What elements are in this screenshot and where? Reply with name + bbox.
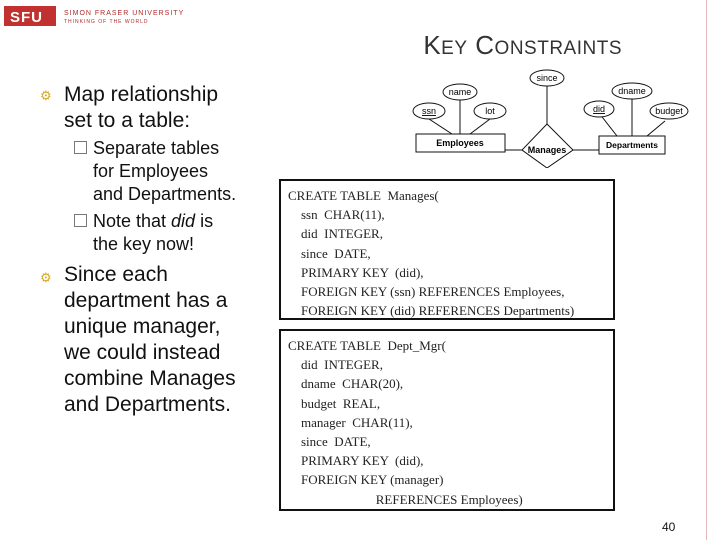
code-line: did INTEGER, [288, 357, 383, 373]
code-line: CREATE TABLE Dept_Mgr( [288, 338, 446, 353]
attribute-lot-label: lot [485, 106, 495, 116]
subbullet-separate-tables [74, 137, 236, 206]
bullet-icon: ⚙ [40, 88, 52, 103]
subbullet-emphasis: did [171, 211, 196, 231]
entity-departments-label: Departments [606, 140, 658, 150]
code-line: FOREIGN KEY (did) REFERENCES Departments) [288, 303, 575, 319]
bullet-line: department has a [64, 289, 228, 312]
slide-border [706, 0, 707, 540]
code-line: did INTEGER, [288, 226, 383, 242]
square-bullet-icon [74, 141, 87, 154]
code-line: REFERENCES Employees) [288, 491, 523, 507]
subbullet-did-key [74, 210, 213, 256]
attribute-dname-label: dname [618, 86, 646, 96]
slide-title [423, 30, 622, 61]
bullet-line: combine Manages [64, 367, 236, 390]
entity-employees-label: Employees [436, 138, 484, 148]
subbullet-text: Note that [93, 211, 172, 231]
title-second-initial: C [475, 30, 495, 60]
code-line: since DATE, [288, 434, 371, 450]
bullet-since-each [64, 262, 236, 418]
code-line: manager CHAR(11), [288, 414, 413, 430]
bullet-icon: ⚙ [40, 270, 52, 285]
code-line: dname CHAR(20), [288, 376, 404, 392]
subbullet-line: Separate tables [93, 138, 220, 158]
subbullet-line: the key now! [93, 234, 195, 254]
title-second-rest: ONSTRAINTS [494, 38, 622, 59]
code-line: ssn CHAR(11), [288, 207, 385, 223]
bullet-line: we could instead [64, 341, 221, 364]
er-diagram [412, 64, 702, 168]
subbullet-text: is [195, 211, 214, 231]
bullet-line: set to a table: [64, 109, 191, 132]
code-line: PRIMARY KEY (did), [288, 453, 424, 469]
bullet-line: Map relationship [64, 83, 219, 106]
attribute-did-label: did [592, 104, 606, 114]
attribute-budget-label: budget [655, 106, 683, 116]
bullet-map-relationship [64, 82, 218, 134]
attribute-name-label: name [448, 87, 472, 97]
bullet-line: Since each [64, 263, 168, 286]
logo-motto: THINKING OF THE WORLD [64, 19, 149, 25]
attribute-since-label: since [536, 73, 558, 83]
sql-dept-mgr-table [279, 329, 615, 511]
sfu-logo [4, 2, 185, 28]
attribute-ssn-label: ssn [421, 106, 437, 116]
sql-manages-table [279, 179, 615, 320]
logo-name: SIMON FRASER UNIVERSITY [64, 10, 185, 17]
page-number: 40 [662, 520, 676, 534]
code-line: FOREIGN KEY (ssn) REFERENCES Employees, [288, 284, 565, 300]
relationship-manages-label: Manages [527, 145, 567, 155]
code-line: CREATE TABLE Manages( [288, 188, 439, 203]
logo-mark: SFU [10, 9, 43, 26]
subbullet-line: for Employees [93, 161, 209, 181]
title-first-initial: K [423, 30, 442, 60]
code-line: PRIMARY KEY (did), [288, 264, 424, 280]
code-line: FOREIGN KEY (manager) [288, 472, 444, 488]
code-line: since DATE, [288, 245, 371, 261]
subbullet-line: and Departments. [93, 184, 237, 204]
title-first-rest: EY [441, 38, 468, 59]
square-bullet-icon [74, 214, 87, 227]
bullet-line: unique manager, [64, 315, 221, 338]
code-line: budget REAL, [288, 395, 381, 411]
bullet-line: and Departments. [64, 393, 231, 416]
